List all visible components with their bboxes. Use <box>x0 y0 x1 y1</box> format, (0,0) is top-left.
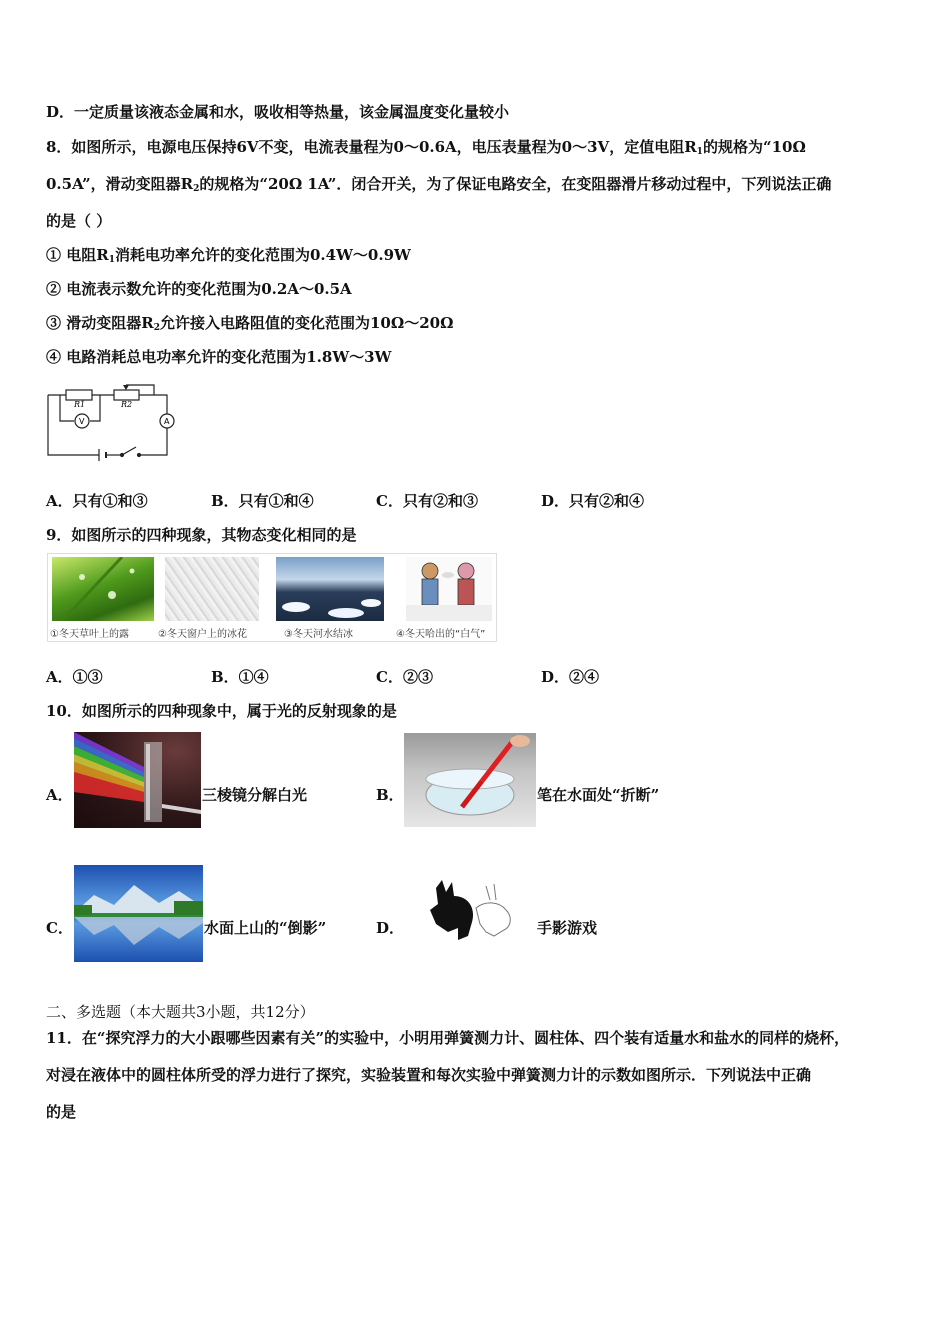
q9-option-d[interactable]: D．②④ <box>541 668 600 686</box>
q8-stem-line1: 8．如图所示，电源电压保持6V不变，电流表量程为0～0.6A，电压表量程为0～3V，定值电阻$R_1$的规格为“10Ω <box>46 138 806 157</box>
q8-statement-1: ① 电阻$R_1$消耗电功率允许的变化范围为0.4W～0.9W <box>46 246 411 265</box>
q10-option-d-text[interactable]: 手影游戏 <box>537 919 598 937</box>
q11-stem-line2: 对浸在液体中的圆柱体所受的浮力进行了探究，实验装置和每次实验中弹簧测力计的示数如图所示．下列说法中正确 <box>46 1066 812 1084</box>
hand-shadow-image <box>428 880 518 946</box>
q8-option-c[interactable]: C．只有②和③ <box>376 492 478 510</box>
q9-caption-4: ④冬天哈出的“白气” <box>396 629 486 640</box>
section-2-heading: 二、多选题（本大题共3小题，共12分） <box>46 1003 315 1021</box>
q8-option-d[interactable]: D．只有②和④ <box>541 492 645 510</box>
q9-option-a[interactable]: A．①③ <box>46 668 103 686</box>
ammeter-label: A <box>164 417 170 426</box>
mountain-reflection-photo <box>74 865 203 962</box>
q9-caption-1: ①冬天草叶上的露 <box>50 629 129 640</box>
q9-caption-3: ③冬天河水结冰 <box>284 629 353 640</box>
q9-stem: 9．如图所示的四种现象，其物态变化相同的是 <box>46 526 357 544</box>
q8-stem-line3: 的是（ ） <box>46 212 112 230</box>
q7-option-d: D．一定质量该液态金属和水，吸收相等热量，该金属温度变化量较小 <box>46 103 510 121</box>
q11-stem-line1: 11．在“探究浮力的大小跟哪些因素有关”的实验中，小明用弹簧测力计、圆柱体、四个装有适量水和盐水的同样的烧杯， <box>46 1029 850 1047</box>
q8-statement-3: ③ 滑动变阻器$R_2$允许接入电路阻值的变化范围为10Ω～20Ω <box>46 314 454 333</box>
q8-statement-4: ④ 电路消耗总电功率允许的变化范围为1.8W～3W <box>46 348 392 366</box>
q10-option-a-text[interactable]: 三棱镜分解白光 <box>202 786 308 804</box>
q10-option-b-letter[interactable]: B． <box>376 786 404 804</box>
r2-label: R2 <box>121 400 133 409</box>
pencil-in-water-photo <box>404 733 536 827</box>
r1-label: R1 <box>74 400 86 409</box>
circuit-diagram <box>44 383 179 463</box>
grass-dew-photo <box>52 557 154 621</box>
q9-option-c[interactable]: C．②③ <box>376 668 433 686</box>
slider-arrow-icon <box>123 385 129 390</box>
q8-stem-line2: 0.5A”，滑动变阻器$R_2$的规格为“20Ω 1A”．闭合开关，为了保证电路安全，在变阻器滑片移动过程中，下列说法正确 <box>46 175 832 194</box>
q8-option-a[interactable]: A．只有①和③ <box>46 492 148 510</box>
q8-option-b[interactable]: B．只有①和④ <box>211 492 314 510</box>
q10-option-c-text[interactable]: 水面上山的“倒影” <box>204 919 327 937</box>
q11-stem-line3: 的是 <box>46 1103 77 1121</box>
q9-figure-strip <box>47 553 497 642</box>
q10-stem: 10．如图所示的四种现象中，属于光的反射现象的是 <box>46 702 397 720</box>
q10-option-b-text[interactable]: 笔在水面处“折断” <box>537 786 660 804</box>
q10-option-d-letter[interactable]: D． <box>376 919 405 937</box>
prism-photo <box>74 732 201 828</box>
q9-option-b[interactable]: B．①④ <box>211 668 269 686</box>
q9-caption-2: ②冬天窗户上的冰花 <box>158 629 247 640</box>
breath-cartoon-image <box>406 557 492 621</box>
q10-option-a-letter[interactable]: A． <box>46 786 73 804</box>
q8-statement-2: ② 电流表示数允许的变化范围为0.2A～0.5A <box>46 280 352 298</box>
window-frost-photo <box>165 557 259 621</box>
voltmeter-label: V <box>79 417 85 426</box>
frozen-river-photo <box>276 557 384 621</box>
q10-option-c-letter[interactable]: C． <box>46 919 73 937</box>
